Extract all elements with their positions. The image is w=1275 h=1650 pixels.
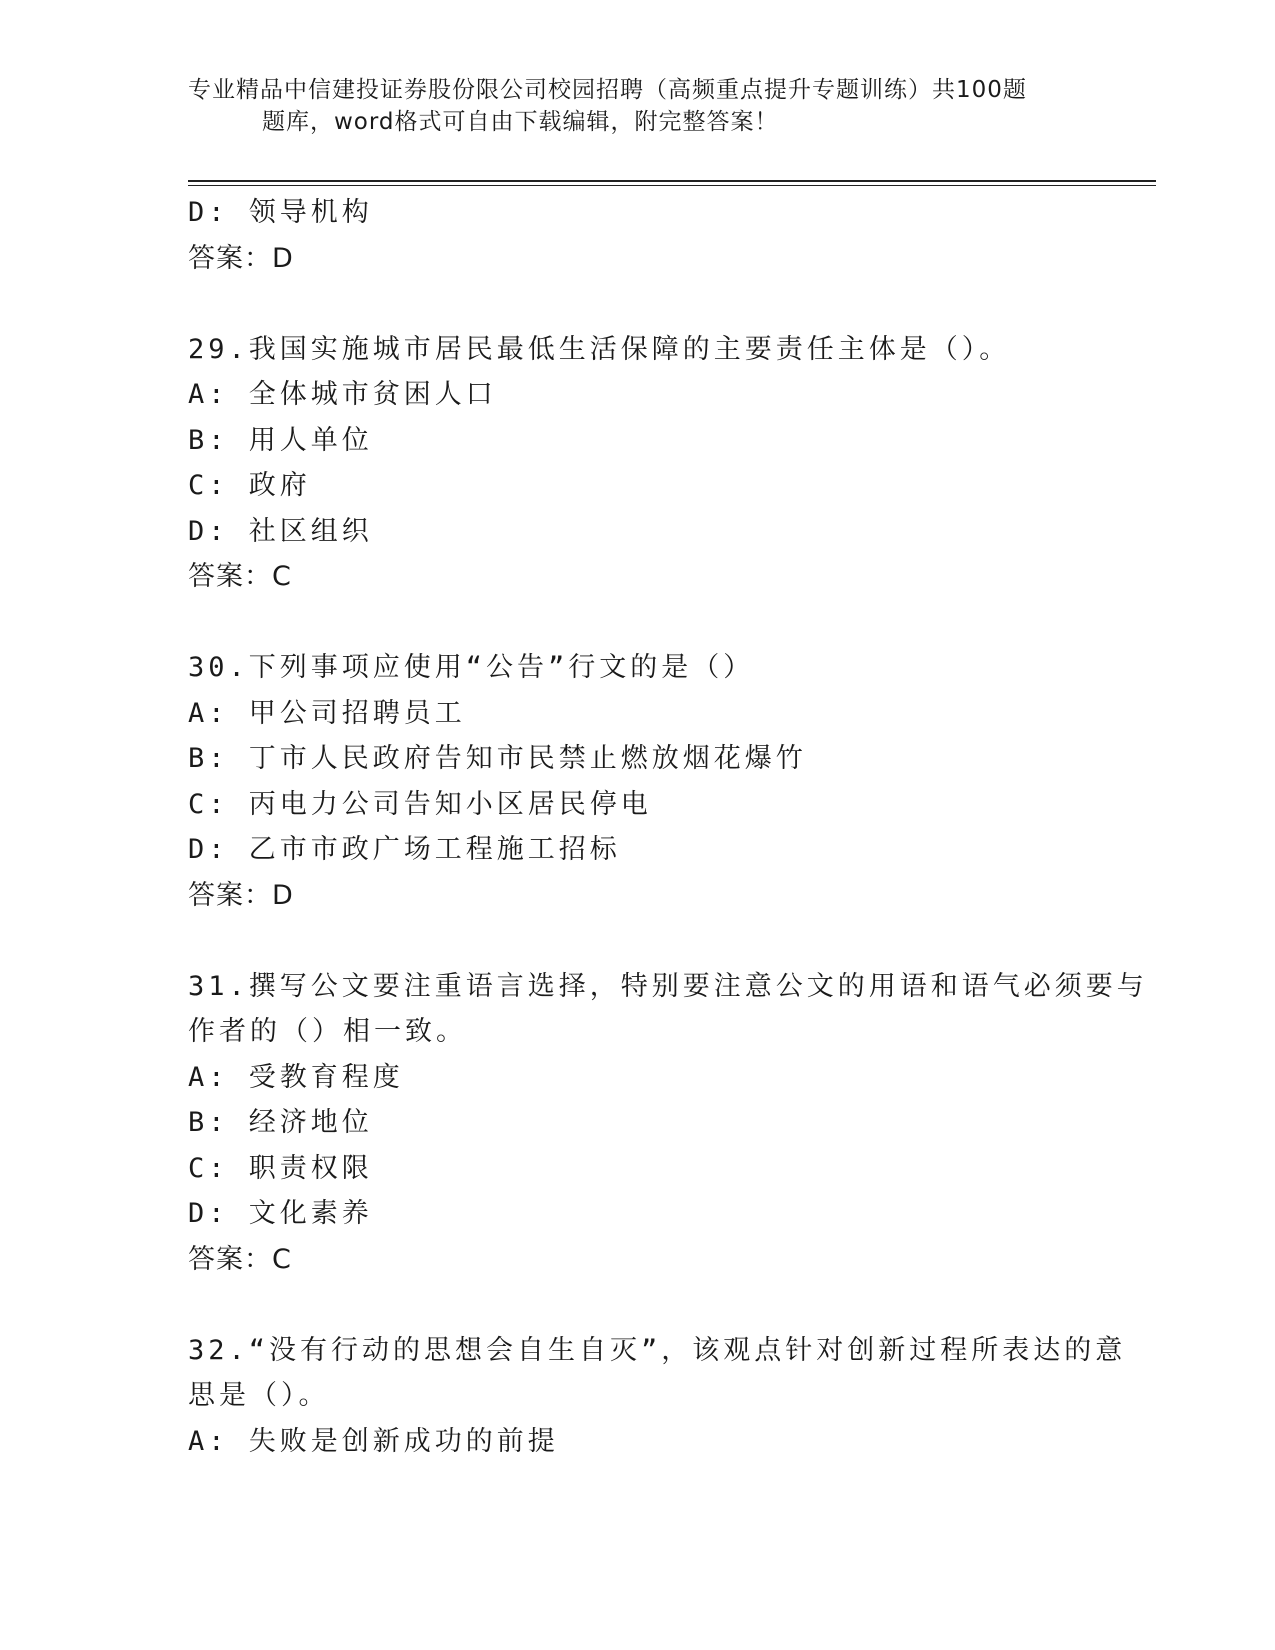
question-stem-line2: 作者的（）相一致。 [188, 1016, 467, 1047]
question-32 [188, 1328, 1127, 1465]
option-d: D: 文化素养 [188, 1198, 373, 1229]
option-c: C: 丙电力公司告知小区居民停电 [188, 788, 652, 820]
option-a: A: 全体城市贫困人口 [188, 379, 497, 410]
option-a: A: 受教育程度 [188, 1061, 404, 1093]
option-d: D: 社区组织 [188, 515, 373, 547]
spacer [188, 281, 1088, 327]
option-c: C: 职责权限 [188, 1152, 373, 1184]
option-b: B: 用人单位 [188, 424, 373, 456]
question-stem-line1: 32.“没有行动的思想会自生自灭”，该观点针对创新过程所表达的意 [188, 1334, 1127, 1366]
option-a: A: 甲公司招聘员工 [188, 697, 466, 729]
answer: 答案：C [188, 1243, 292, 1275]
question-30 [188, 645, 1088, 918]
question-list [188, 190, 1148, 1464]
option-d: D: 领导机构 [188, 197, 373, 228]
option-b: B: 经济地位 [188, 1107, 373, 1138]
option-c: C: 政府 [188, 470, 311, 501]
header-divider [188, 180, 1156, 186]
question-stem: 29.我国实施城市居民最低生活保障的主要责任主体是（）。 [188, 333, 1011, 365]
question-31 [188, 964, 1148, 1283]
question-stem-line2: 思是（）。 [188, 1380, 330, 1411]
page-header [188, 74, 1088, 138]
prev-question-block [188, 190, 1088, 281]
option-d: D: 乙市市政广场工程施工招标 [188, 834, 621, 865]
question-stem: 30.下列事项应使用“公告”行文的是（） [188, 652, 755, 683]
header-title-line2: 题库，word格式可自由下载编辑，附完整答案！ [262, 109, 779, 135]
question-29 [188, 327, 1088, 600]
question-stem-line1: 31.撰写公文要注重语言选择，特别要注意公文的用语和语气必须要与 [188, 970, 1148, 1002]
spacer [188, 1282, 1088, 1328]
answer: 答案：D [188, 879, 294, 911]
header-title-line1: 专业精品中信建投证券股份限公司校园招聘（高频重点提升专题训练）共100题 [188, 77, 1027, 103]
option-b: B: 丁市人民政府告知市民禁止燃放烟花爆竹 [188, 743, 807, 774]
option-a: A: 失败是创新成功的前提 [188, 1425, 559, 1457]
spacer [188, 918, 1088, 964]
answer: 答案：C [188, 561, 292, 592]
spacer [188, 600, 1088, 646]
answer: 答案：D [188, 242, 294, 274]
